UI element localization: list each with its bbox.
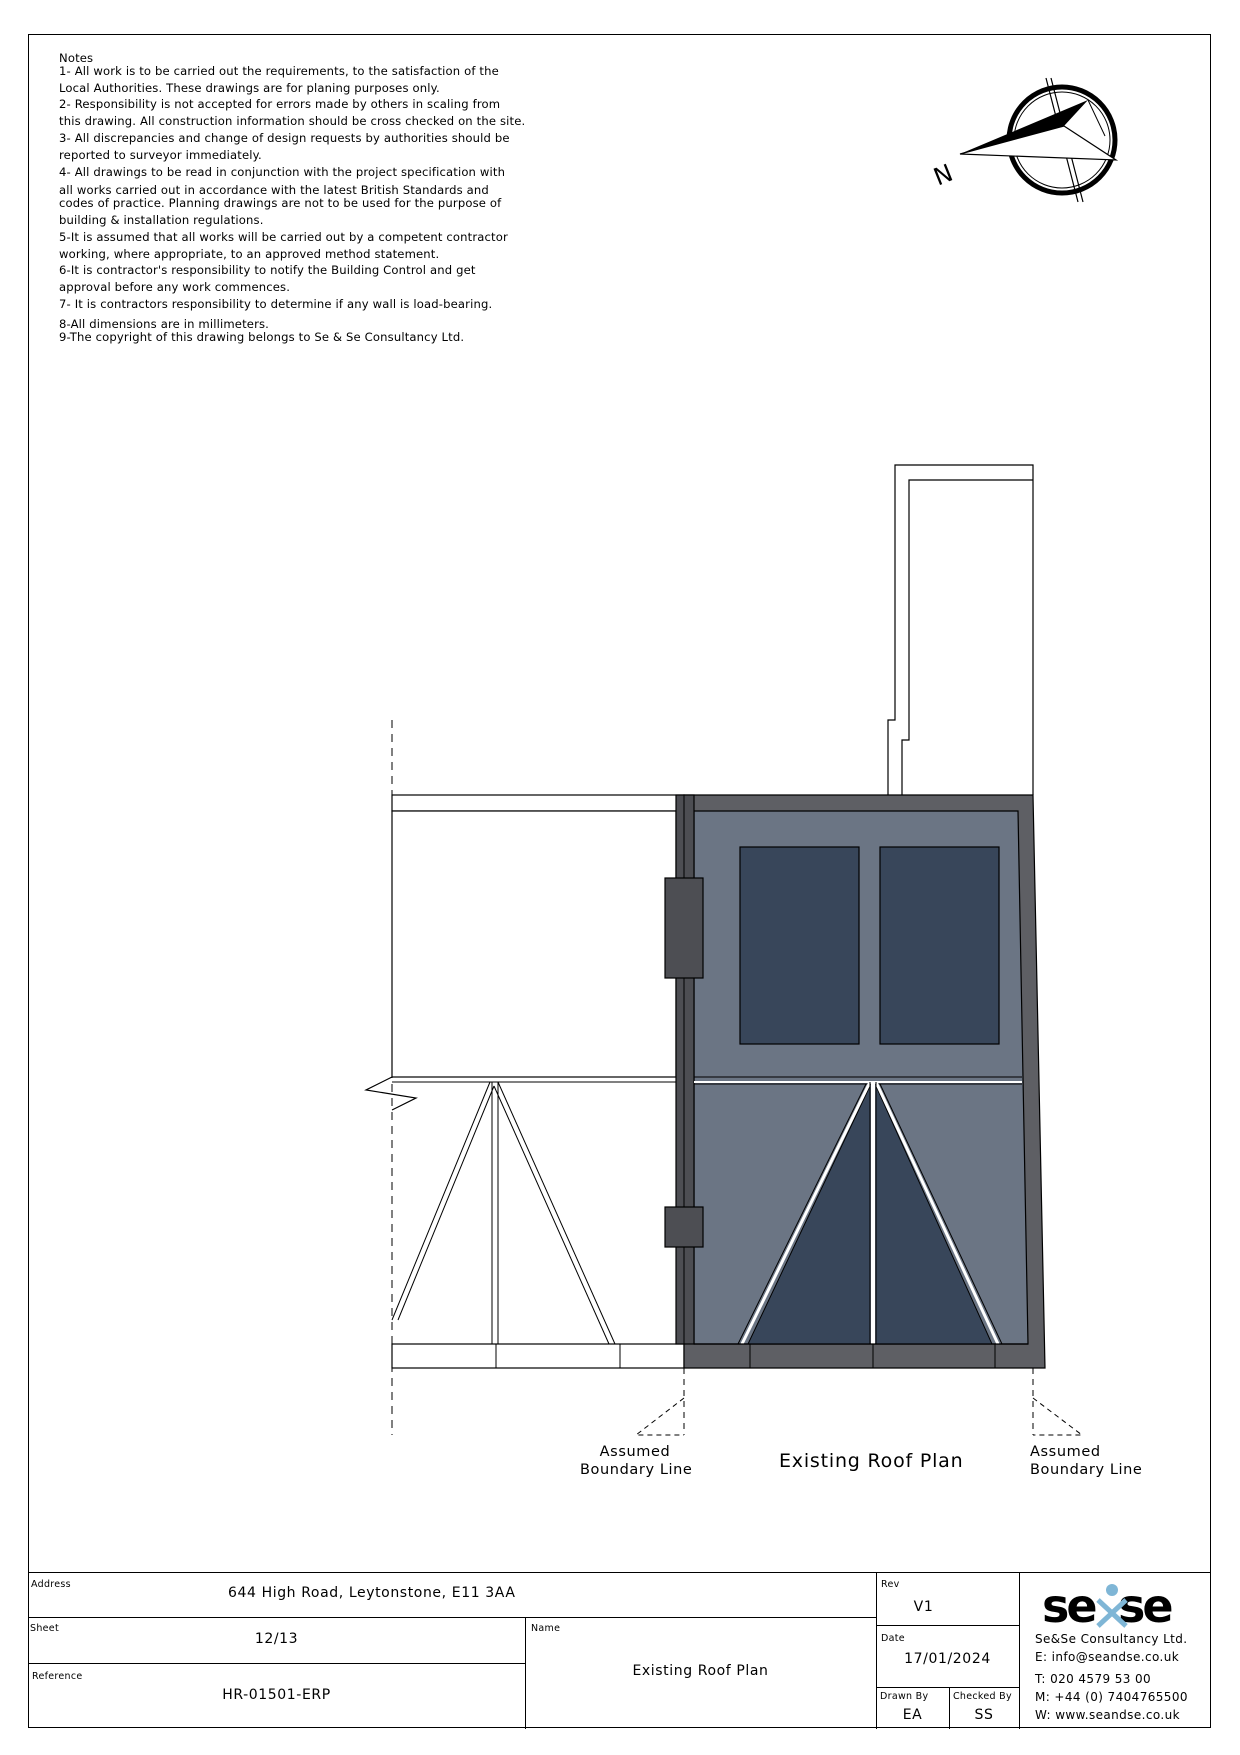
rooflight-right [880,847,999,1044]
neighbour-glazing-right [498,1082,615,1344]
drawing-title: Existing Roof Plan [779,1450,964,1472]
rear-outrigger-inner [902,480,1033,795]
neighbour-eaves [392,1344,684,1368]
reference-value: HR-01501-ERP [222,1687,331,1703]
note-line: 6-It is contractor's responsibility to notify the Building Control and get [59,263,476,278]
rooflight-left [740,847,859,1044]
note-line: all works carried out in accordance with the latest British Standards and [59,183,489,198]
note-line: 3- All discrepancies and change of design requests by authorities should be [59,130,510,145]
logo-text-right: se [1118,1579,1171,1633]
company-name: Se&Se Consultancy Ltd. [1035,1632,1188,1646]
note-line: approval before any work commences. [59,280,291,295]
company-mobile: M: +44 (0) 7404765500 [1035,1690,1188,1704]
note-line: 9-The copyright of this drawing belongs to Se & Se Consultancy Ltd. [59,329,465,344]
note-line: 4- All drawings to be read in conjunction with the project specification with [59,164,506,179]
date-value: 17/01/2024 [904,1651,991,1667]
note-line: 8-All dimensions are in millimeters. [59,316,270,331]
title-block [28,1572,1211,1728]
company-web: W: www.seandse.co.uk [1035,1708,1180,1722]
note-line: 5-It is assumed that all works will be carried out by a competent contractor [59,229,508,244]
reference-caption: Reference [32,1671,83,1682]
note-line: reported to surveyor immediately. [59,147,262,162]
rear-outrigger-outline [888,465,1033,795]
chimney-stack-upper [665,878,703,978]
notes-heading: Notes [59,51,94,65]
party-wall [676,795,694,1344]
rev-value: V1 [913,1599,934,1615]
note-line: Local Authorities. These drawings are for planing purposes only. [59,80,440,95]
neighbour-roof [392,811,676,1077]
note-line: building & installation regulations. [59,212,264,227]
company-details [1035,1630,1188,1724]
neighbour-parapet [392,795,684,811]
date-caption: Date [881,1633,905,1644]
boundary-label-right: Assumed Boundary Line [1030,1444,1143,1478]
drawn-by-caption: Drawn By [880,1691,929,1702]
checked-by-value: SS [974,1707,994,1723]
note-line: working, where appropriate, to an approved method statement. [59,246,440,261]
company-tel: T: 020 4579 53 00 [1035,1672,1152,1686]
sheet-value: 12/13 [254,1631,299,1647]
note-line: codes of practice. Planning drawings are not to be used for the purpose of [59,196,502,211]
checked-by-caption: Checked By [953,1691,1012,1702]
logo-text-left: se [1042,1579,1095,1633]
rev-caption: Rev [881,1579,900,1590]
note-line: this drawing. All construction information should be cross checked on the site. [59,114,526,129]
drawn-by-value: EA [902,1707,923,1723]
name-value: Existing Roof Plan [632,1663,769,1679]
chimney-stack-lower [665,1207,703,1247]
note-line: 1- All work is to be carried out the requirements, to the satisfaction of the [59,63,499,78]
boundary-label-left: Assumed Boundary Line [580,1444,693,1478]
neighbour-glazing-left [392,1082,490,1320]
sheet-caption: Sheet [30,1623,59,1634]
note-line: 2- Responsibility is not accepted for errors made by others in scaling from [59,97,501,112]
company-logo [1040,1579,1180,1633]
north-label: N [929,158,957,192]
address-value: 644 High Road, Leytonstone, E11 3AA [228,1585,516,1601]
company-email: E: info@seandse.co.uk [1035,1650,1180,1664]
note-line: 7- It is contractors responsibility to determine if any wall is load-bearing. [59,296,493,311]
address-caption: Address [31,1579,71,1590]
name-caption: Name [531,1623,561,1634]
